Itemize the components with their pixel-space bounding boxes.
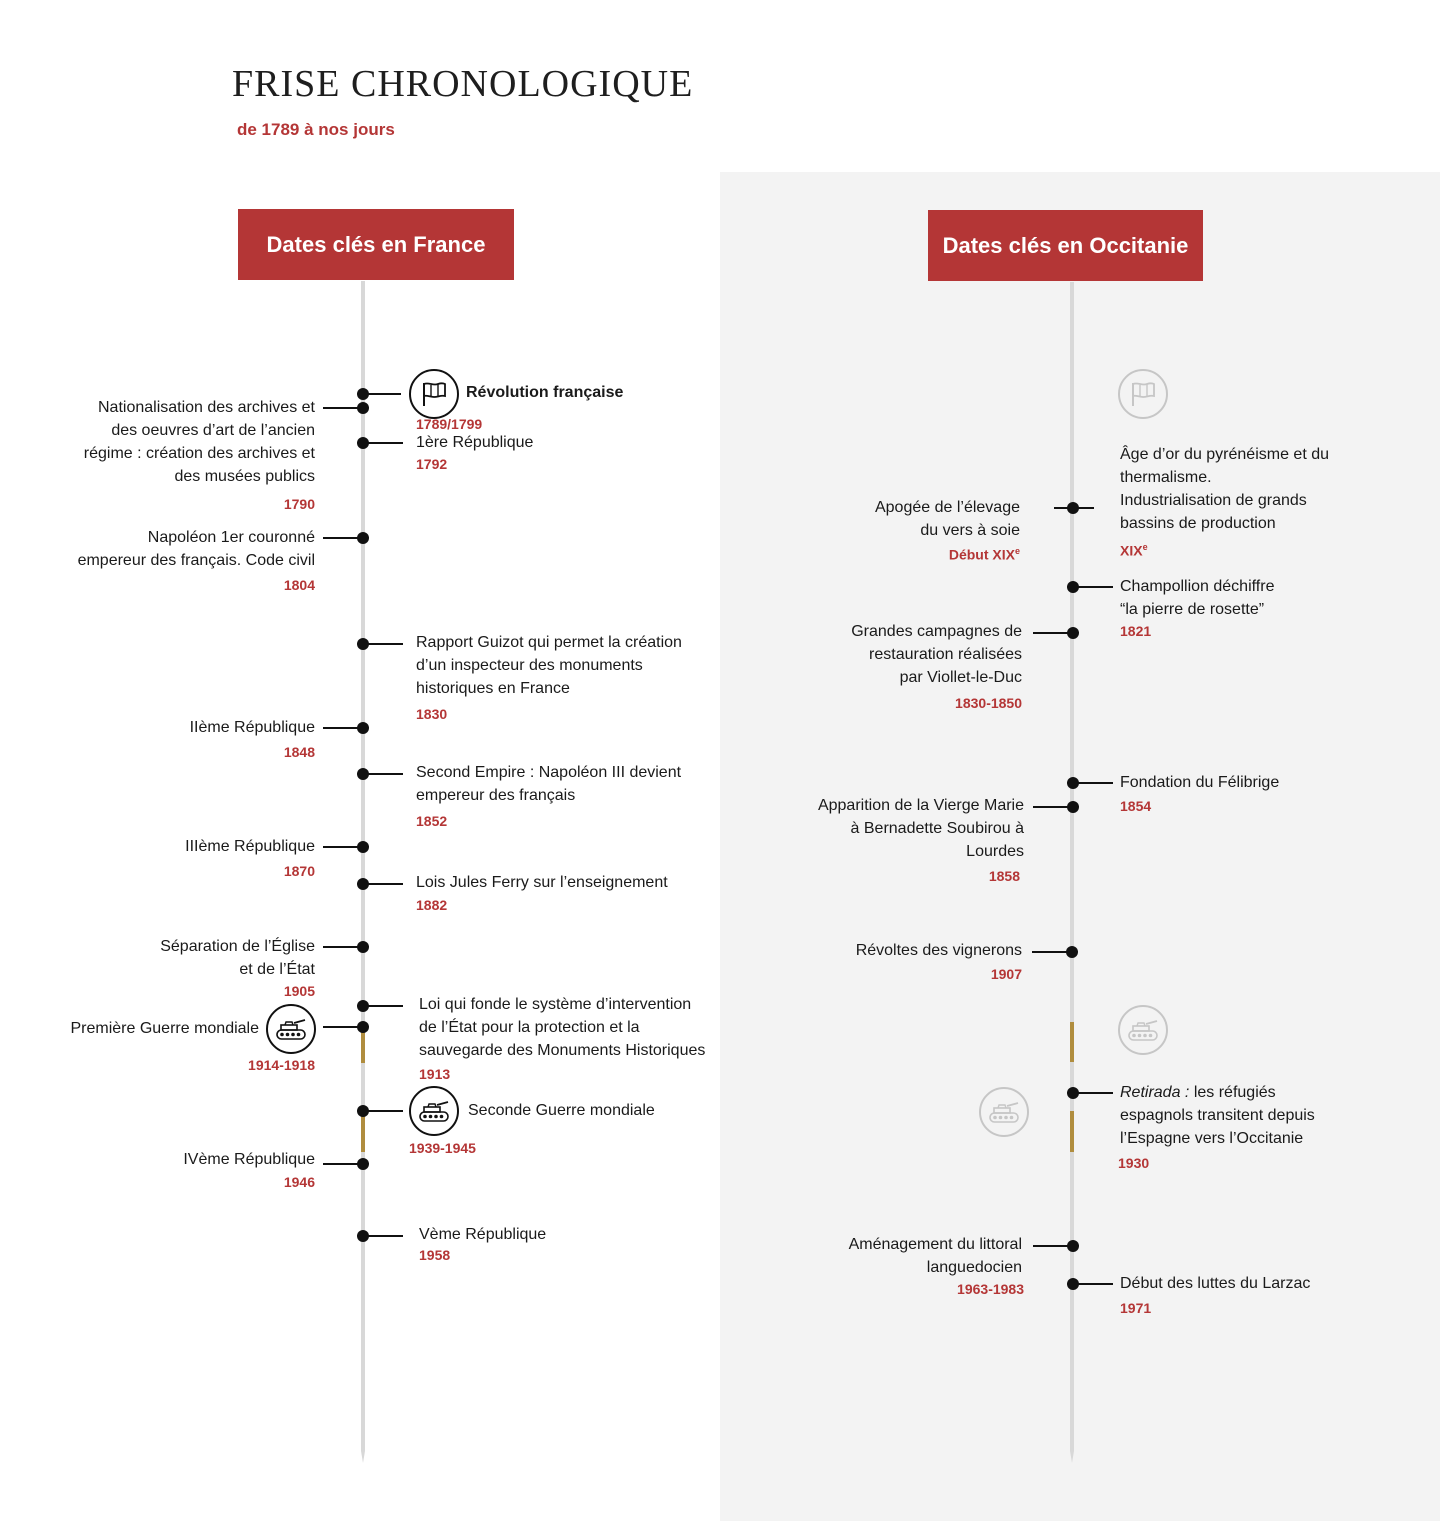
connector-line — [363, 1235, 403, 1237]
event-date: 1946 — [283, 1174, 315, 1190]
event-seconde-guerre-mondiale: Seconde Guerre mondiale — [468, 1102, 655, 1119]
event-date: 1830 — [416, 706, 448, 722]
event-premiere-guerre-mondiale: Première Guerre mondiale — [70, 1020, 259, 1037]
event-date: 1789/1799 — [416, 416, 483, 432]
event-4eme-republique: IVème République — [183, 1151, 315, 1168]
connector-line — [323, 407, 359, 409]
connector-line — [1073, 1283, 1113, 1285]
connector-line — [363, 1005, 403, 1007]
event-jules-ferry: Lois Jules Ferry sur l’enseignement — [416, 874, 668, 891]
connector-line — [1033, 632, 1069, 634]
event-viollet-le-duc: Grandes campagnes de restauration réalisées par Viollet-le-Duc — [851, 623, 1022, 686]
connector-line — [1033, 1245, 1069, 1247]
event-2eme-republique: IIème République — [189, 719, 315, 736]
event-date: 1882 — [416, 897, 448, 913]
event-date: XIXe — [1120, 542, 1148, 559]
event-rapport-guizot: Rapport Guizot qui permet la création d’un inspecteur des monuments historiques en France — [416, 634, 682, 697]
event-date: 1792 — [416, 456, 448, 472]
flag-icon — [409, 369, 459, 419]
occitanie-axis-end — [1070, 1451, 1074, 1463]
connector-line — [363, 643, 403, 645]
connector-line — [363, 883, 403, 885]
event-date: 1905 — [283, 983, 315, 999]
connector-line — [323, 727, 359, 729]
ww2-period-bar — [361, 1111, 365, 1152]
connector-line — [323, 1026, 359, 1028]
connector-line — [363, 393, 401, 395]
event-date: 1790 — [283, 496, 315, 512]
france-axis — [361, 281, 365, 1451]
france-column-header: Dates clés en France — [238, 209, 514, 280]
event-second-empire: Second Empire : Napoléon III devient empereur des français — [416, 764, 682, 804]
connector-line — [1073, 782, 1113, 784]
event-1ere-republique: 1ère République — [416, 434, 534, 451]
event-date: 1858 — [988, 868, 1020, 884]
event-date: 1870 — [283, 863, 315, 879]
connector-line — [1033, 806, 1069, 808]
event-date: 1914-1918 — [248, 1057, 315, 1073]
connector-line — [363, 773, 403, 775]
connector-line — [363, 442, 403, 444]
connector-line — [1073, 586, 1113, 588]
event-elevage-vers-a-soie: Apogée de l’élevage du vers à soie — [874, 499, 1020, 539]
connector-line — [323, 946, 359, 948]
event-date: 1963-1983 — [957, 1281, 1024, 1297]
event-3eme-republique: IIIème République — [185, 838, 315, 855]
event-date: 1913 — [419, 1066, 451, 1082]
event-date: 1848 — [283, 744, 315, 760]
page-subtitle: de 1789 à nos jours — [237, 120, 395, 139]
ww1-period-bar — [1070, 1022, 1074, 1062]
event-revolution: Révolution française — [466, 384, 624, 401]
occitanie-axis — [1070, 282, 1074, 1451]
tank-icon — [1118, 1005, 1168, 1055]
tank-icon — [409, 1086, 459, 1136]
connector-line — [323, 1163, 359, 1165]
france-axis-end — [361, 1451, 365, 1463]
event-date: 1830-1850 — [955, 695, 1022, 711]
flag-icon — [1118, 369, 1168, 419]
event-date: 1852 — [416, 813, 448, 829]
event-date: 1958 — [419, 1247, 451, 1263]
event-nationalisation: Nationalisation des archives et des oeuvres d’art de l’ancien régime : création des archives et des musées publics — [83, 399, 315, 485]
event-amenagement-littoral: Aménagement du littoral languedocien — [848, 1236, 1022, 1276]
event-revoltes-vignerons: Révoltes des vignerons — [855, 942, 1022, 959]
event-date: 1939-1945 — [409, 1140, 476, 1156]
connector-line — [323, 846, 359, 848]
event-date: 1971 — [1120, 1300, 1152, 1316]
event-age-dor-pyreneisme: Âge d’or du pyrénéisme et du thermalisme. Industrialisation de grands bassins de production — [1120, 446, 1330, 532]
connector-line — [1032, 951, 1068, 953]
event-5eme-republique: Vème République — [419, 1226, 547, 1243]
event-larzac: Début des luttes du Larzac — [1120, 1275, 1311, 1292]
tank-icon — [979, 1087, 1029, 1137]
event-separation-eglise-etat: Séparation de l’Église et de l’État — [160, 938, 315, 978]
event-napoleon-1er: Napoléon 1er couronné empereur des français. Code civil — [77, 529, 315, 569]
event-date: 1907 — [990, 966, 1022, 982]
event-date: 1854 — [1120, 798, 1152, 814]
event-date: 1821 — [1120, 623, 1152, 639]
connector-line — [1054, 507, 1094, 509]
occitanie-column-header: Dates clés en Occitanie — [928, 210, 1203, 281]
event-felibrige: Fondation du Félibrige — [1120, 774, 1280, 791]
connector-line — [1073, 1092, 1113, 1094]
event-date: 1930 — [1118, 1155, 1150, 1171]
connector-line — [323, 537, 359, 539]
event-lourdes: Apparition de la Vierge Marie à Bernadette Soubirou à Lourdes — [817, 797, 1024, 860]
event-loi-monuments-historiques: Loi qui fonde le système d’intervention de l’État pour la protection et la sauvegarde des Monuments Historiques — [419, 996, 706, 1059]
event-date: 1804 — [283, 577, 315, 593]
page-title: FRISE CHRONOLOGIQUE — [232, 63, 694, 105]
event-date: Début XIXe — [948, 546, 1020, 563]
connector-line — [363, 1110, 403, 1112]
event-retirada: Retirada : les réfugiés espagnols transitent depuis l’Espagne vers l’Occitanie — [1120, 1084, 1315, 1147]
ww2-period-bar — [1070, 1111, 1074, 1152]
tank-icon — [266, 1004, 316, 1054]
event-champollion: Champollion déchiffre “la pierre de rosette” — [1120, 578, 1275, 618]
